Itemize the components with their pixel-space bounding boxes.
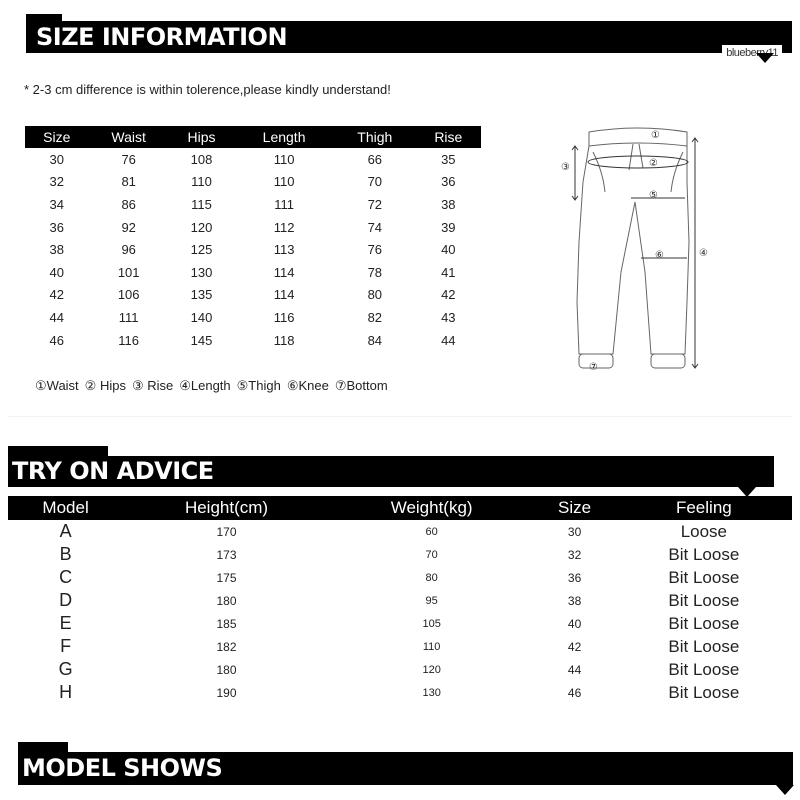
table-cell: 112 [273, 219, 295, 235]
size-col-header: Hips [169, 126, 234, 148]
table-cell: B [59, 544, 72, 564]
try-on-advice-banner [8, 456, 774, 487]
legend-item: ⑦Bottom [334, 378, 388, 393]
size-col-header: Rise [416, 126, 481, 148]
table-row [25, 216, 481, 239]
model-shows-title: MODEL SHOWS [22, 754, 223, 782]
table-cell: 110 [422, 640, 441, 653]
table-cell: 190 [216, 685, 237, 700]
table-cell: 116 [273, 309, 295, 325]
table-cell: 66 [367, 151, 383, 167]
table-row [8, 520, 792, 543]
table-cell: 130 [190, 264, 213, 280]
table-cell: 44 [441, 332, 456, 348]
try-on-col-header: Weight(kg) [330, 496, 534, 520]
table-cell: D [59, 590, 73, 610]
try-on-col-header: Size [533, 496, 615, 520]
table-row [8, 612, 792, 635]
divider [8, 416, 792, 417]
banner-pointer [776, 785, 794, 795]
table-cell: 46 [567, 685, 582, 700]
table-cell: Bit Loose [668, 544, 740, 564]
table-cell: 74 [367, 219, 383, 235]
size-information-banner [26, 21, 792, 59]
table-cell: 111 [118, 309, 139, 325]
table-cell: 182 [216, 639, 237, 654]
table-row [25, 261, 481, 284]
table-row [25, 306, 481, 329]
table-cell: 44 [49, 309, 64, 325]
legend-item: ② Hips [84, 378, 126, 393]
table-cell: 81 [121, 174, 136, 190]
table-cell: A [59, 521, 72, 541]
length-arrow [692, 138, 698, 368]
table-cell: 40 [49, 264, 64, 280]
table-cell: F [60, 636, 72, 656]
try-on-col-header: Height(cm) [123, 496, 330, 520]
table-cell: 92 [121, 219, 136, 235]
table-cell: H [59, 682, 73, 702]
size-table-body [25, 148, 481, 351]
table-cell: 36 [49, 219, 64, 235]
table-cell: Loose [680, 521, 728, 541]
table-cell: 76 [121, 151, 136, 167]
table-cell: 40 [567, 616, 582, 631]
marker-2: ② [649, 158, 658, 169]
table-cell: 105 [422, 617, 441, 630]
marker-7: ⑦ [589, 362, 598, 373]
table-cell: 145 [190, 332, 213, 348]
legend-item: ①Waist [35, 378, 79, 393]
table-cell: 43 [441, 309, 456, 325]
try-on-table [8, 496, 792, 704]
rise-arrow [572, 146, 578, 200]
drawstring [629, 144, 643, 170]
pants-diagram [553, 122, 723, 380]
pocket-lines [593, 152, 683, 192]
table-cell: 34 [49, 196, 64, 212]
size-col-header: Waist [88, 126, 168, 148]
measurement-legend [35, 378, 394, 394]
table-cell: E [59, 613, 72, 633]
table-cell: 108 [190, 151, 213, 167]
table-cell: 114 [273, 264, 295, 280]
hip-line [588, 156, 688, 168]
table-cell: Bit Loose [668, 567, 740, 587]
table-cell: 175 [216, 570, 237, 585]
table-cell: 95 [425, 594, 438, 607]
table-cell: 116 [118, 332, 140, 348]
table-cell: 185 [216, 616, 237, 631]
table-row [8, 589, 792, 612]
table-cell: 46 [49, 332, 64, 348]
table-cell: 125 [190, 242, 213, 258]
table-row [25, 193, 481, 216]
table-cell: Bit Loose [668, 682, 740, 702]
table-cell: Bit Loose [668, 590, 740, 610]
table-cell: 115 [191, 196, 212, 212]
table-cell: 180 [216, 593, 237, 608]
try-on-table-header [8, 496, 792, 520]
table-cell: 76 [367, 242, 383, 258]
legend-item: ⑥Knee [286, 378, 329, 393]
table-cell: 39 [441, 219, 456, 235]
try-on-col-header: Model [8, 496, 123, 520]
table-row [25, 238, 481, 261]
table-cell: 42 [441, 287, 456, 303]
try-on-col-header: Feeling [616, 496, 792, 520]
table-cell: 38 [441, 196, 456, 212]
size-table-header [25, 126, 481, 148]
table-cell: 120 [422, 663, 441, 676]
table-cell: 113 [273, 242, 295, 258]
marker-3: ③ [561, 162, 570, 173]
table-cell: 114 [273, 287, 295, 303]
try-on-table-body [8, 520, 792, 704]
table-cell: 36 [567, 570, 582, 585]
table-cell: 84 [367, 332, 383, 348]
table-cell: 38 [567, 593, 582, 608]
table-cell: 78 [367, 264, 383, 280]
table-cell: 110 [191, 174, 212, 190]
table-row [25, 148, 481, 171]
marker-5: ⑤ [649, 190, 658, 201]
table-cell: 60 [425, 525, 438, 538]
try-on-advice-title: TRY ON ADVICE [12, 457, 214, 485]
table-cell: Bit Loose [668, 613, 740, 633]
table-cell: 42 [49, 287, 64, 303]
marker-1: ① [651, 130, 660, 141]
tolerance-note: * 2-3 cm difference is within tolerence,please kindly understand! [24, 82, 391, 97]
table-cell: 96 [121, 242, 136, 258]
marker-4: ④ [699, 248, 708, 259]
table-cell: 35 [441, 151, 456, 167]
table-cell: 70 [367, 174, 383, 190]
table-cell: 118 [273, 332, 295, 348]
size-information-title: SIZE INFORMATION [36, 23, 288, 51]
table-cell: 106 [117, 287, 140, 303]
table-cell: 44 [567, 662, 582, 677]
table-cell: 40 [441, 242, 456, 258]
table-cell: 111 [274, 196, 294, 212]
table-cell: 80 [367, 287, 383, 303]
table-cell: 173 [216, 547, 237, 562]
table-cell: 170 [216, 524, 237, 539]
table-row [8, 566, 792, 589]
table-row [25, 329, 481, 352]
table-cell: 80 [425, 571, 438, 584]
table-cell: 38 [49, 242, 64, 258]
watermark: blueberry11 [722, 45, 782, 61]
banner-pointer [756, 53, 774, 63]
marker-6: ⑥ [655, 250, 664, 261]
pants-outline [577, 146, 689, 354]
table-row [8, 635, 792, 658]
table-row [25, 171, 481, 194]
waistband-shape [589, 128, 687, 146]
table-cell: Bit Loose [668, 636, 740, 656]
legend-item: ④Length [179, 378, 231, 393]
size-table [25, 126, 481, 351]
table-cell: 86 [121, 196, 136, 212]
right-cuff [651, 354, 685, 368]
table-cell: 101 [117, 264, 140, 280]
table-cell: 72 [367, 196, 383, 212]
size-col-header: Length [234, 126, 334, 148]
size-col-header: Size [25, 126, 88, 148]
table-row [25, 284, 481, 307]
table-row [8, 543, 792, 566]
table-cell: 41 [441, 264, 456, 280]
table-cell: 120 [190, 219, 213, 235]
table-cell: 135 [190, 287, 213, 303]
table-cell: 82 [367, 309, 383, 325]
table-cell: 32 [567, 547, 582, 562]
table-cell: 180 [216, 662, 237, 677]
legend-item: ⑤Thigh [236, 378, 281, 393]
table-row [8, 658, 792, 681]
table-cell: 30 [567, 524, 582, 539]
table-cell: 30 [49, 151, 64, 167]
table-cell: C [59, 567, 73, 587]
table-cell: 36 [441, 174, 456, 190]
table-row [8, 681, 792, 704]
table-cell: 42 [567, 639, 582, 654]
table-cell: 110 [273, 174, 295, 190]
table-cell: 130 [422, 686, 441, 699]
table-cell: 140 [190, 309, 213, 325]
table-cell: 110 [273, 151, 295, 167]
table-cell: Bit Loose [668, 659, 740, 679]
table-cell: G [58, 659, 73, 679]
size-col-header: Thigh [334, 126, 416, 148]
legend-item: ③ Rise [131, 378, 174, 393]
table-cell: 32 [49, 174, 64, 190]
model-shows-banner [18, 752, 793, 785]
table-cell: 70 [425, 548, 438, 561]
